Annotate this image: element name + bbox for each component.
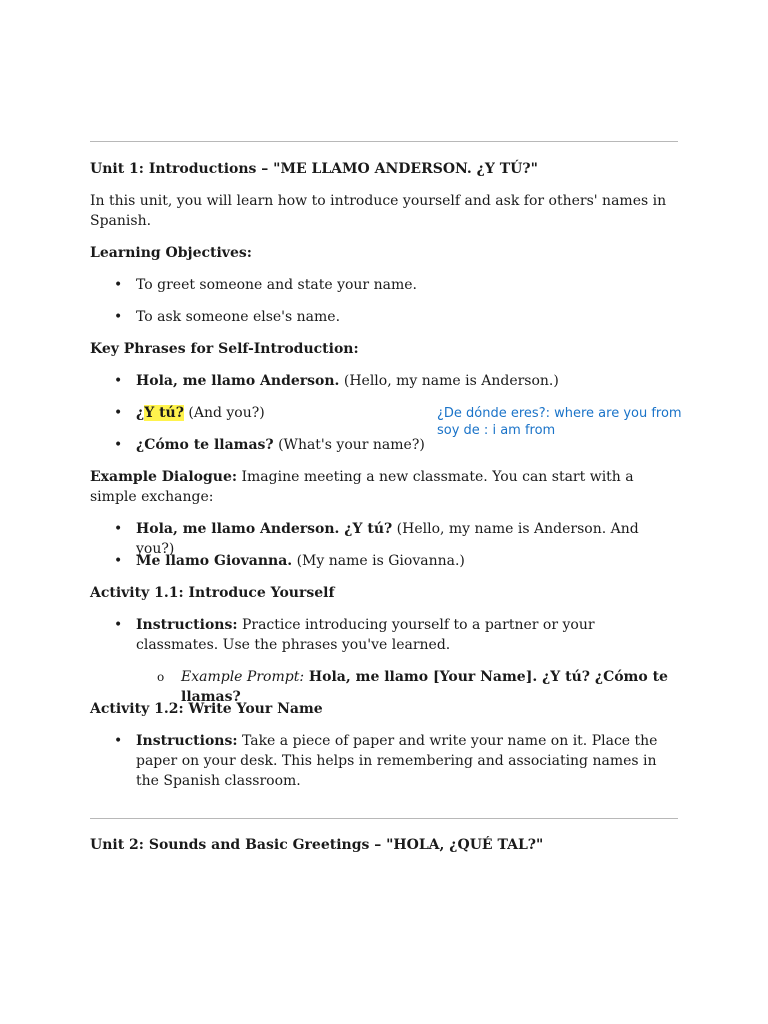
list-item: • Me llamo Giovanna. (My name is Giovanna.) xyxy=(114,553,465,569)
bullet-icon: • xyxy=(114,521,123,537)
list-item: • To greet someone and state your name. xyxy=(114,277,417,293)
activity2-heading: Activity 1.2: Write Your Name xyxy=(90,701,323,717)
bullet-icon: • xyxy=(114,437,123,453)
margin-comment[interactable]: ¿De dónde eres?: where are you from soy de : i am from xyxy=(437,406,682,438)
list-item: • Instructions: Practice introducing yourself to a partner or your classmates. Use the phrases you've learned. xyxy=(114,617,595,653)
list-item: • ¿Y tú? (And you?) xyxy=(114,405,265,421)
sub-list-item: o Example Prompt: Hola, me llamo [Your Name]. ¿Y tú? ¿Cómo te llamas? xyxy=(157,669,668,705)
bullet-icon: • xyxy=(114,733,123,749)
bullet-icon: • xyxy=(114,553,123,569)
bullet-icon: • xyxy=(114,617,123,633)
unit1-title: Unit 1: Introductions – "ME LLAMO ANDERSON. ¿Y TÚ?" xyxy=(90,161,538,177)
list-item: • To ask someone else's name. xyxy=(114,309,341,325)
unit1-intro: In this unit, you will learn how to introduce yourself and ask for others' names in Spanish. xyxy=(90,193,667,229)
objectives-heading: Learning Objectives: xyxy=(90,245,252,261)
list-item: • Hola, me llamo Anderson. (Hello, my name is Anderson.) xyxy=(114,373,559,389)
example-dialogue: Example Dialogue: Imagine meeting a new classmate. You can start with a simple exchange: xyxy=(90,469,634,505)
section-divider xyxy=(90,818,678,819)
list-item: • ¿Cómo te llamas? (What's your name?) xyxy=(114,437,425,453)
bullet-icon: • xyxy=(114,405,123,421)
bullet-icon: • xyxy=(114,373,123,389)
highlighted-phrase: Y tú? xyxy=(144,405,184,421)
unit2-title: Unit 2: Sounds and Basic Greetings – "HOLA, ¿QUÉ TAL?" xyxy=(90,837,544,853)
key-phrases-heading: Key Phrases for Self-Introduction: xyxy=(90,341,359,357)
top-divider xyxy=(90,141,678,142)
bullet-icon: • xyxy=(114,277,123,293)
list-item: • Hola, me llamo Anderson. ¿Y tú? (Hello, my name is Anderson. And you?) xyxy=(114,521,639,557)
bullet-icon: • xyxy=(114,309,123,325)
circle-bullet-icon: o xyxy=(157,670,165,684)
list-item: • Instructions: Take a piece of paper and write your name on it. Place the paper on your desk. This helps in remembering and associating names in the Spanish classroom. xyxy=(114,733,658,789)
activity1-heading: Activity 1.1: Introduce Yourself xyxy=(90,585,335,601)
